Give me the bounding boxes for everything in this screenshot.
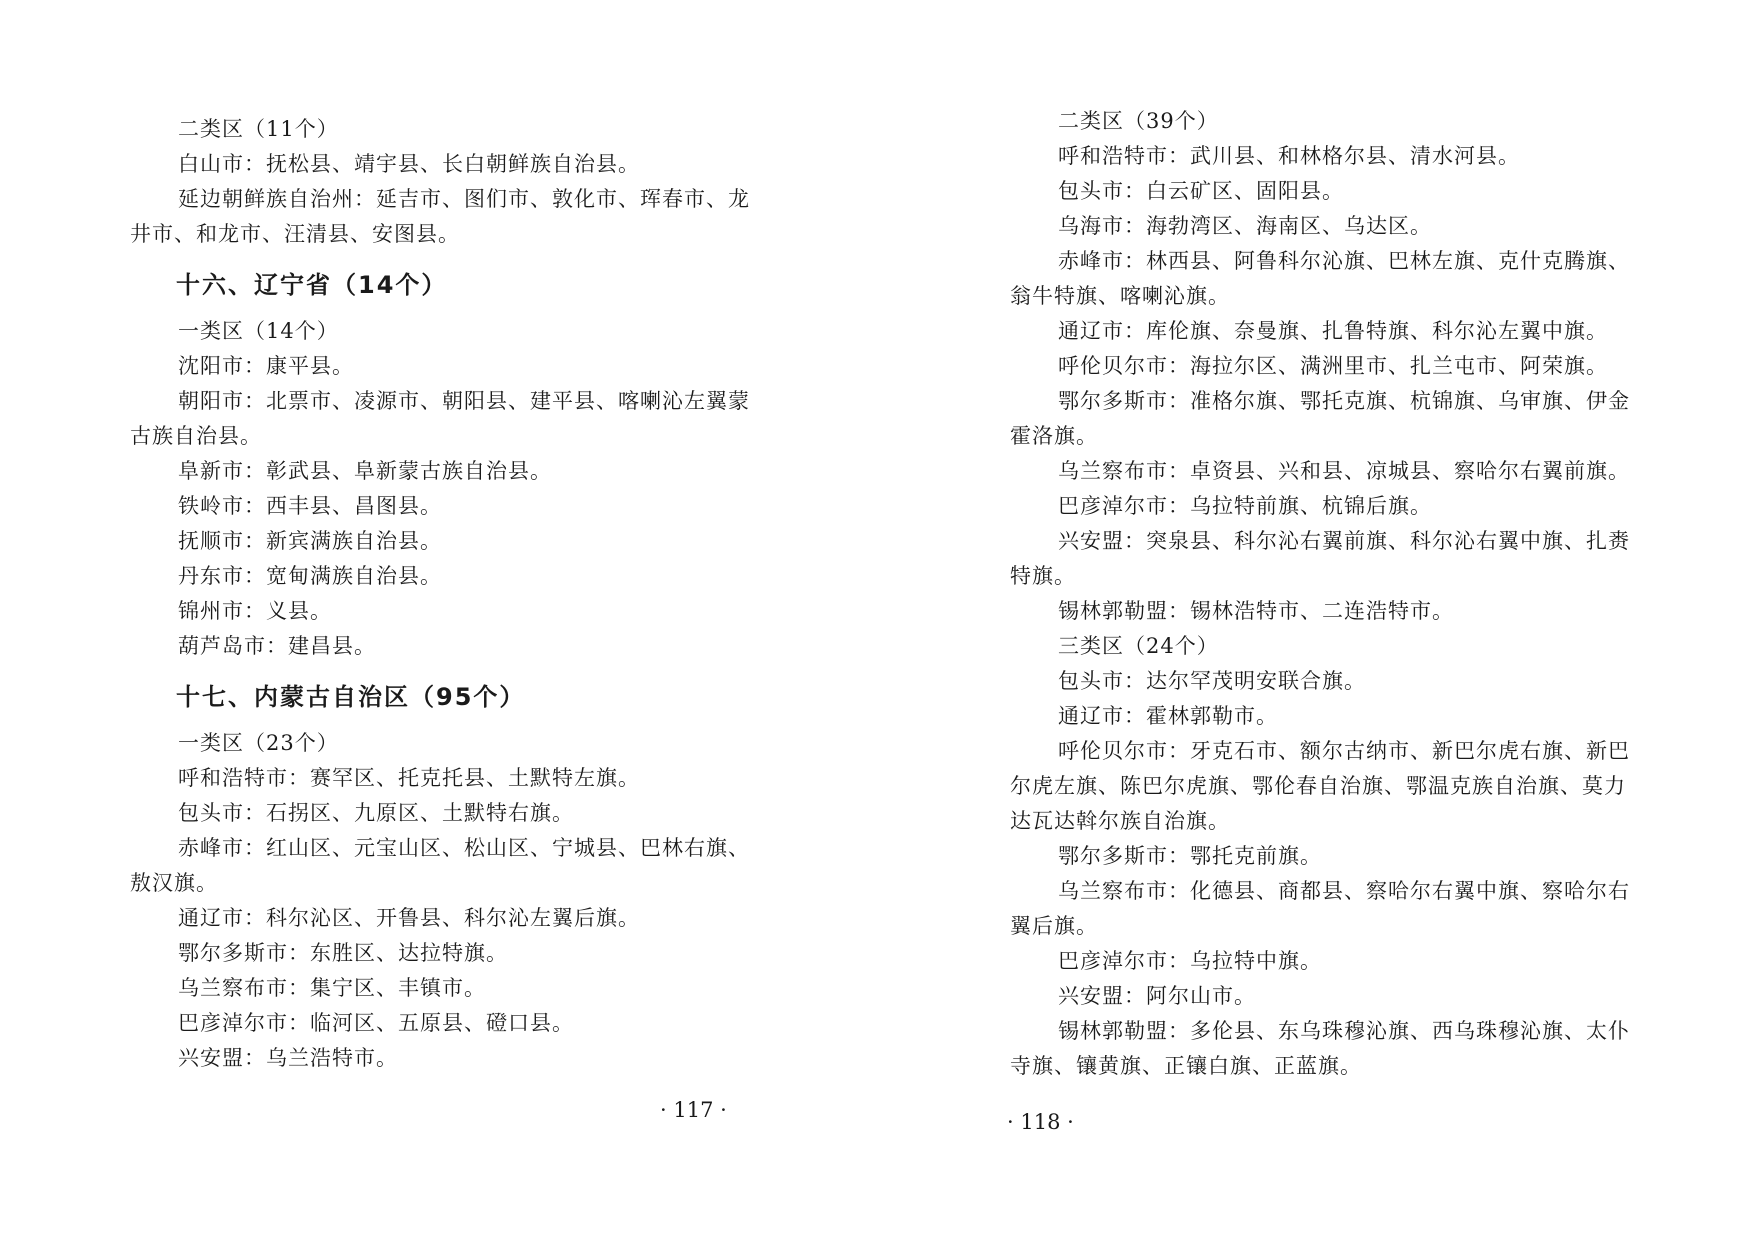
- text-line: 特旗。: [1010, 564, 1076, 588]
- text-line: 兴安盟：乌兰浩特市。: [178, 1046, 398, 1070]
- text-line: 包头市：达尔罕茂明安联合旗。: [1058, 669, 1366, 693]
- text-line: 乌海市：海勃湾区、海南区、乌达区。: [1058, 214, 1432, 238]
- text-line: 鄂尔多斯市：准格尔旗、鄂托克旗、杭锦旗、乌审旗、伊金: [1058, 389, 1630, 413]
- text-line: 白山市：抚松县、靖宇县、长白朝鲜族自治县。: [178, 152, 640, 176]
- text-line: 一类区（23个）: [178, 731, 339, 755]
- left-page: [0, 0, 877, 1241]
- text-line: 寺旗、镶黄旗、正镶白旗、正蓝旗。: [1010, 1054, 1362, 1078]
- text-line: 达瓦达斡尔族自治旗。: [1010, 809, 1230, 833]
- text-line: 兴安盟：阿尔山市。: [1058, 984, 1256, 1008]
- text-line: 阜新市：彰武县、阜新蒙古族自治县。: [178, 459, 552, 483]
- text-line: 呼和浩特市：武川县、和林格尔县、清水河县。: [1058, 144, 1520, 168]
- text-line: 一类区（14个）: [178, 319, 339, 343]
- text-line: 通辽市：科尔沁区、开鲁县、科尔沁左翼后旗。: [178, 906, 640, 930]
- text-line: 锡林郭勒盟：多伦县、东乌珠穆沁旗、西乌珠穆沁旗、太仆: [1058, 1019, 1630, 1043]
- text-line: 葫芦岛市：建昌县。: [178, 634, 376, 658]
- text-line: 呼伦贝尔市：牙克石市、额尔古纳市、新巴尔虎右旗、新巴: [1058, 739, 1630, 763]
- text-line: 翼后旗。: [1010, 914, 1098, 938]
- text-line: 鄂尔多斯市：鄂托克前旗。: [1058, 844, 1322, 868]
- text-line: 井市、和龙市、汪清县、安图县。: [130, 222, 460, 246]
- text-line: 敖汉旗。: [130, 871, 218, 895]
- right-page: [877, 0, 1755, 1241]
- text-line: 丹东市：宽甸满族自治县。: [178, 564, 442, 588]
- text-line: 呼和浩特市：赛罕区、托克托县、土默特左旗。: [178, 766, 640, 790]
- text-line: 包头市：石拐区、九原区、土默特右旗。: [178, 801, 574, 825]
- text-line: 延边朝鲜族自治州：延吉市、图们市、敦化市、珲春市、龙: [178, 187, 750, 211]
- text-line: 霍洛旗。: [1010, 424, 1098, 448]
- text-line: 通辽市：库伦旗、奈曼旗、扎鲁特旗、科尔沁左翼中旗。: [1058, 319, 1608, 343]
- text-line: 乌兰察布市：集宁区、丰镇市。: [178, 976, 486, 1000]
- text-line: 铁岭市：西丰县、昌图县。: [178, 494, 442, 518]
- left-page-text: [130, 112, 770, 1076]
- text-line: 尔虎左旗、陈巴尔虎旗、鄂伦春自治旗、鄂温克族自治旗、莫力: [1010, 774, 1626, 798]
- section-heading: 十六、辽宁省（14个）: [176, 271, 448, 299]
- text-line: 锡林郭勒盟：锡林浩特市、二连浩特市。: [1058, 599, 1454, 623]
- text-line: 通辽市：霍林郭勒市。: [1058, 704, 1278, 728]
- text-line: 鄂尔多斯市：东胜区、达拉特旗。: [178, 941, 508, 965]
- text-line: 乌兰察布市：卓资县、兴和县、凉城县、察哈尔右翼前旗。: [1058, 459, 1630, 483]
- page-number-right: · 118 ·: [1007, 1110, 1074, 1134]
- text-line: 巴彦淖尔市：乌拉特中旗。: [1058, 949, 1322, 973]
- text-line: 二类区（39个）: [1058, 109, 1219, 133]
- text-line: 巴彦淖尔市：乌拉特前旗、杭锦后旗。: [1058, 494, 1432, 518]
- page-number-left: · 117 ·: [660, 1098, 727, 1122]
- text-line: 三类区（24个）: [1058, 634, 1219, 658]
- text-line: 赤峰市：红山区、元宝山区、松山区、宁城县、巴林右旗、: [178, 836, 750, 860]
- text-line: 赤峰市：林西县、阿鲁科尔沁旗、巴林左旗、克什克腾旗、: [1058, 249, 1630, 273]
- text-line: 兴安盟：突泉县、科尔沁右翼前旗、科尔沁右翼中旗、扎赉: [1058, 529, 1630, 553]
- text-line: 巴彦淖尔市：临河区、五原县、磴口县。: [178, 1011, 574, 1035]
- text-line: 抚顺市：新宾满族自治县。: [178, 529, 442, 553]
- text-line: 包头市：白云矿区、固阳县。: [1058, 179, 1344, 203]
- right-page-text: [1010, 104, 1650, 1084]
- text-line: 锦州市：义县。: [178, 599, 332, 623]
- text-line: 翁牛特旗、喀喇沁旗。: [1010, 284, 1230, 308]
- text-line: 朝阳市：北票市、凌源市、朝阳县、建平县、喀喇沁左翼蒙: [178, 389, 750, 413]
- section-heading: 十七、内蒙古自治区（95个）: [176, 683, 526, 711]
- text-line: 呼伦贝尔市：海拉尔区、满洲里市、扎兰屯市、阿荣旗。: [1058, 354, 1608, 378]
- text-line: 古族自治县。: [130, 424, 262, 448]
- text-line: 乌兰察布市：化德县、商都县、察哈尔右翼中旗、察哈尔右: [1058, 879, 1630, 903]
- text-line: 二类区（11个）: [178, 117, 339, 141]
- text-line: 沈阳市：康平县。: [178, 354, 354, 378]
